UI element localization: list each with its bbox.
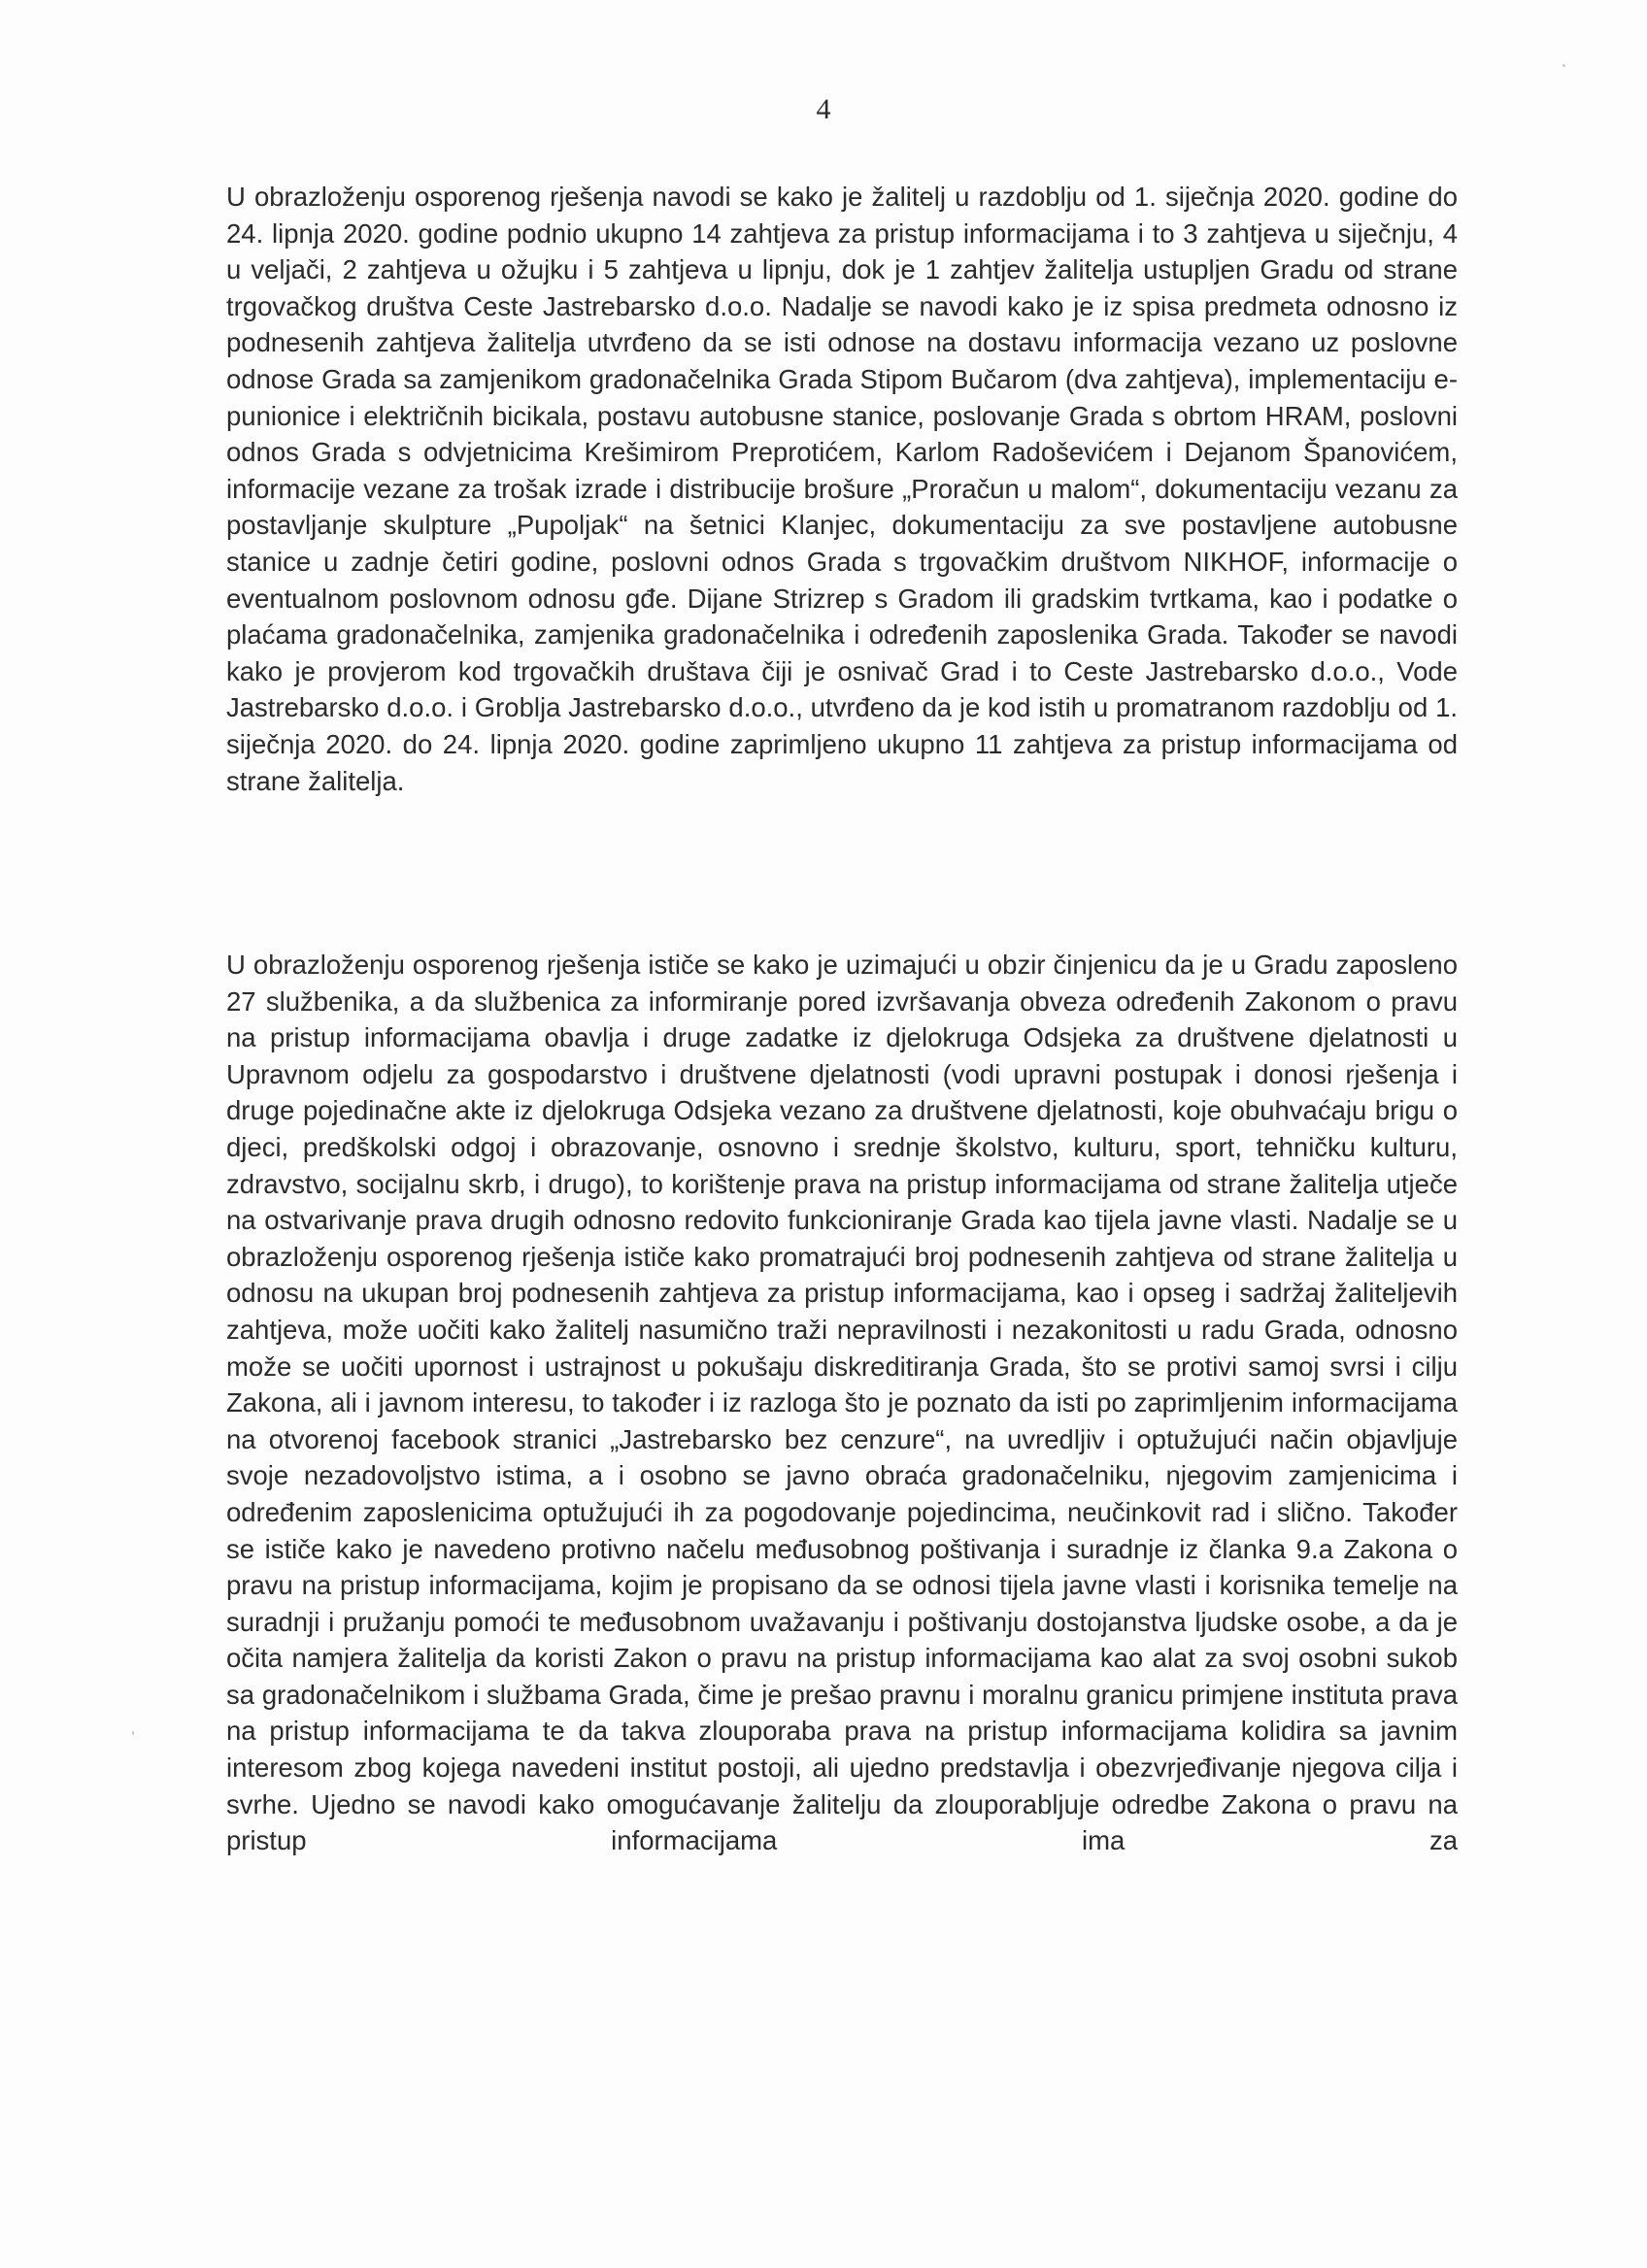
paragraph-1: U obrazloženju osporenog rješenja navodi se kako je žalitelj u razdoblju od 1. siječnja 2020. godine do 24. lipnja 2020. godine podnio ukupno 14 zahtjeva za pristup informacijama i to 3 zahtjeva u siječnju, 4 u veljači, 2 zahtjeva u ožujku i 5 zahtjeva u lipnju, dok je 1 zahtjev žalitelja ustupljen Gradu od strane trgovačkog društva Ceste Jastrebarsko d.o.o. Nadalje se navodi kako je iz spisa predmeta odnosno iz podnesenih zahtjeva žalitelja utvrđeno da se isti odnose na dostavu informacija vezano uz poslovne odnose Grada sa zamjenikom gradonačelnika Grada Stipom Bučarom (dva zahtjeva), implementaciju e-punionice i električnih bicikala, postavu autobusne stanice, poslovanje Grada s obrtom HRAM, poslovni odnos Grada s odvjetnicima Krešimirom Preprotićem, Karlom Radoševićem i Dejanom Španovićem, informacije vezane za trošak izrade i distribucije brošure „Proračun u malom“, dokumentaciju vezanu za postavljanje skulpture „Pupoljak“ na šetnici Klanjec, dokumentaciju za sve postavljene autobusne stanice u zadnje četiri godine, poslovni odnos Grada s trgovačkim društvom NIKHOF, informacije o eventualnom poslovnom odnosu gđe. Dijane Strizrep s Gradom ili gradskim tvrtkama, kao i podatke o plaćama gradonačelnika, zamjenika gradonačelnika i određenih zaposlenika Grada. Također se navodi kako je provjerom kod trgovačkih društava čiji je osnivač Grad i to Ceste Jastrebarsko d.o.o., Vode Jastrebarsko d.o.o. i Groblja Jastrebarsko d.o.o., utvrđeno da je kod istih u promatranom razdoblju od 1. siječnja 2020. do 24. lipnja 2020. godine zaprimljeno ukupno 11 zahtjeva za pristup informacijama od strane žalitelja. — [226, 182, 1458, 796]
page-number: 4 — [816, 93, 831, 125]
scan-speck — [132, 1731, 134, 1735]
paragraph-2: U obrazloženju osporenog rješenja ističe se kako je uzimajući u obzir činjenicu da je u Gradu zaposleno 27 službenika, a da službenica za informiranje pored izvršavanja obveza određenih Zakonom o pravu na pristup informacijama obavlja i druge zadatke iz djelokruga Odsjeka za društvene djelatnosti u Upravnom odjelu za gospodarstvo i društvene djelatnosti (vodi upravni postupak i donosi rješenja i druge pojedinačne akte iz djelokruga Odsjeka vezano za društvene djelatnosti, koje obuhvaćaju brigu o djeci, predškolski odgoj i obrazovanje, osnovno i srednje školstvo, kulturu, sport, tehničku kulturu, zdravstvo, socijalnu skrb, i drugo), to korištenje prava na pristup informacijama od strane žalitelja utječe na ostvarivanje prava drugih odnosno redovito funkcioniranje Grada kao tijela javne vlasti. Nadalje se u obrazloženju osporenog rješenja ističe kako promatrajući broj podnesenih zahtjeva od strane žalitelja u odnosu na ukupan broj podnesenih zahtjeva za pristup informacijama, kao i opseg i sadržaj žaliteljevih zahtjeva, može uočiti kako žalitelj nasumično traži nepravilnosti i nezakonitosti u radu Grada, odnosno može se uočiti upornost i ustrajnost u pokušaju diskreditiranja Grada, što se protivi samoj svrsi i cilju Zakona, ali i javnom interesu, to također i iz razloga što je poznato da isti po zaprimljenim informacijama na otvorenoj facebook stranici „Jastrebarsko bez cenzure“, na uvredljiv i optužujući način objavljuje svoje nezadovoljstvo istima, a i osobno se javno obraća gradonačelniku, njegovim zamjenicima i određenim zaposlenicima optužujući ih za pogodovanje pojedincima, neučinkovit rad i slično. Također se ističe kako je navedeno protivno načelu međusobnog poštivanja i suradnje iz članka 9.a Zakona o pravu na pristup informacijama, kojim je propisano da se odnosi tijela javne vlasti i korisnika temelje na suradnji i pružanju pomoći te međusobnom uvažavanju i poštivanju dostojanstva ljudske osobe, a da je očita namjera žalitelja da koristi Zakon o pravu na pristup informacijama kao alat za svoj osobni sukob sa gradonačelnikom i službama Grada, čime je prešao pravnu i moralnu granicu primjene instituta prava na pristup informacijama te da takva zlouporaba prava na pristup informacijama kolidira sa javnim interesom zbog kojega navedeni institut postoji, ali ujedno predstavlja i obezvrjeđivanje njegova cilja i svrhe. Ujedno se navodi kako omogućavanje žalitelju da zlouporabljuje odredbe Zakona o pravu na pristup informacijama ima za — [226, 950, 1458, 1856]
scan-speck — [1563, 64, 1565, 67]
